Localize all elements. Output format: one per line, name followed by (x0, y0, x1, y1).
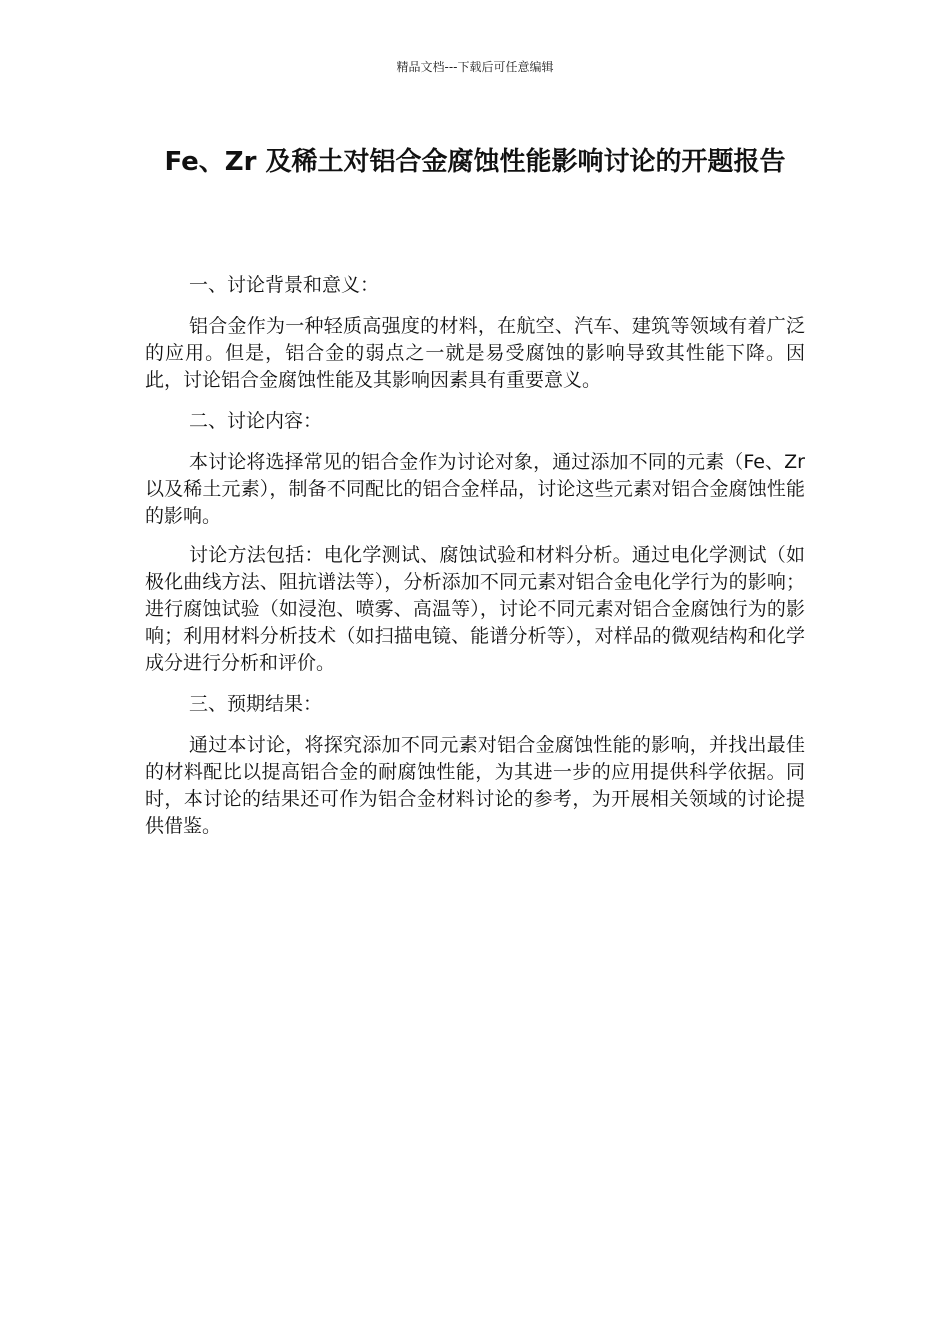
section-heading: 二、讨论内容： (189, 410, 323, 432)
section-heading: 一、讨论背景和意义： (189, 274, 380, 296)
page-header: 精品文档---下载后可任意编辑 (396, 60, 554, 74)
paragraph: 铝合金作为一种轻质高强度的材料，在航空、汽车、建筑等领域有着广泛的应用。但是，铝合金的弱点之一就是易受腐蚀的影响导致其性能下降。因此，讨论铝合金腐蚀性能及其影响因素具有重要意义。 (145, 315, 805, 391)
document-body (145, 270, 805, 852)
section-content (145, 406, 805, 677)
section-expected-results (145, 689, 805, 840)
document-title: Fe、Zr 及稀土对铝合金腐蚀性能影响讨论的开题报告 (164, 147, 786, 177)
paragraph: 本讨论将选择常见的铝合金作为讨论对象，通过添加不同的元素（Fe、Zr 以及稀土元素），制备不同配比的铝合金样品，讨论这些元素对铝合金腐蚀性能的影响。 (145, 451, 805, 527)
section-heading: 三、预期结果： (189, 693, 323, 715)
paragraph: 讨论方法包括：电化学测试、腐蚀试验和材料分析。通过电化学测试（如极化曲线方法、阻抗谱法等），分析添加不同元素对铝合金电化学行为的影响；进行腐蚀试验（如浸泡、喷雾、高温等），讨论不同元素对铝合金腐蚀行为的影响；利用材料分析技术（如扫描电镜、能谱分析等），对样品的微观结构和化学成分进行分析和评价。 (145, 544, 805, 674)
section-background (145, 270, 805, 394)
paragraph: 通过本讨论，将探究添加不同元素对铝合金腐蚀性能的影响，并找出最佳的材料配比以提高铝合金的耐腐蚀性能，为其进一步的应用提供科学依据。同时，本讨论的结果还可作为铝合金材料讨论的参考，为开展相关领域的讨论提供借鉴。 (145, 734, 805, 837)
